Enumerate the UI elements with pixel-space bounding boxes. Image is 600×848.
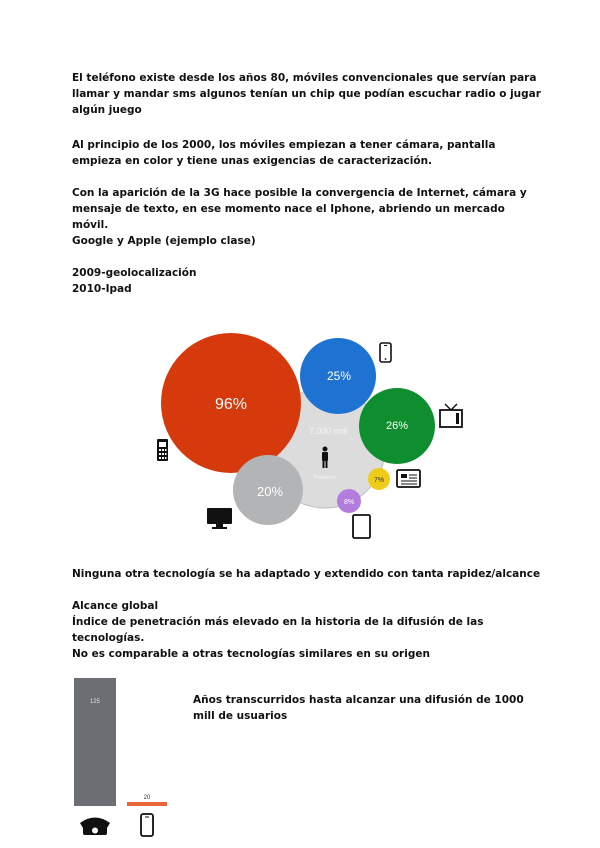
paragraph-global-reach: Alcance global [72,600,159,612]
paragraph-comparison: No es comparable a otras tecnologías similares en su origen [72,648,430,660]
paragraph-ipad: 2010-Ipad [72,283,132,295]
population-label: Población [314,475,336,481]
bar-mobile [127,802,167,806]
bar-landline [74,678,116,806]
bar-chart [74,678,167,836]
paragraph-penetration-index: Índice de penetración más elevado en la historia de la difusión de las tecnologías. [72,616,484,644]
population-value: 7.000 mill [308,426,348,436]
bubble-chart [157,333,462,538]
telephone-icon [80,818,110,836]
bar-value-label-landline: 125 [89,699,101,705]
bubble-mobile-label: 96% [214,396,248,413]
bar-value-label-mobile: 20 [143,795,151,801]
paragraph-google-apple: Google y Apple (ejemplo clase) [72,235,256,247]
paragraph-geolocation: 2009-geolocalización [72,267,197,279]
paragraph-history-80s: El teléfono existe desde los años 80, móviles convencionales que servían para llamar y mandar sms algunos tenían un chip que podían escuchar radio o jugar algún juego [72,72,541,116]
tv-icon [440,404,462,427]
bar-chart-caption: Años transcurridos hasta alcanzar una difusión de 1000 mill de usuarios [193,694,524,722]
newspaper-icon [397,470,420,487]
paragraph-2000s: Al principio de los 2000, los móviles empiezan a tener cámara, pantalla empieza en color y tiene unas exigencias de caracterización. [72,139,496,167]
bubble-tv-label: 26% [385,420,409,432]
bubble-pc-label: 20% [256,484,284,499]
tablet-icon [353,515,370,538]
smartphone-small-icon [141,814,153,836]
paragraph-3g: Con la aparición de la 3G hace posible la convergencia de Internet, cámara y mensaje de texto, en ese momento nace el Iphone, abriendo un mercado móvil. [72,187,527,231]
desktop-computer-icon [207,508,232,529]
bubble-press-label: 7% [373,477,385,484]
bubble-internet-label: 25% [326,369,352,383]
mobile-phone-icon [157,439,168,461]
smartphone-icon [380,343,391,362]
paragraph-adaptation: Ninguna otra tecnología se ha adaptado y extendido con tanta rapidez/alcance [72,568,541,580]
bubble-tablet-label: 8% [343,499,355,506]
